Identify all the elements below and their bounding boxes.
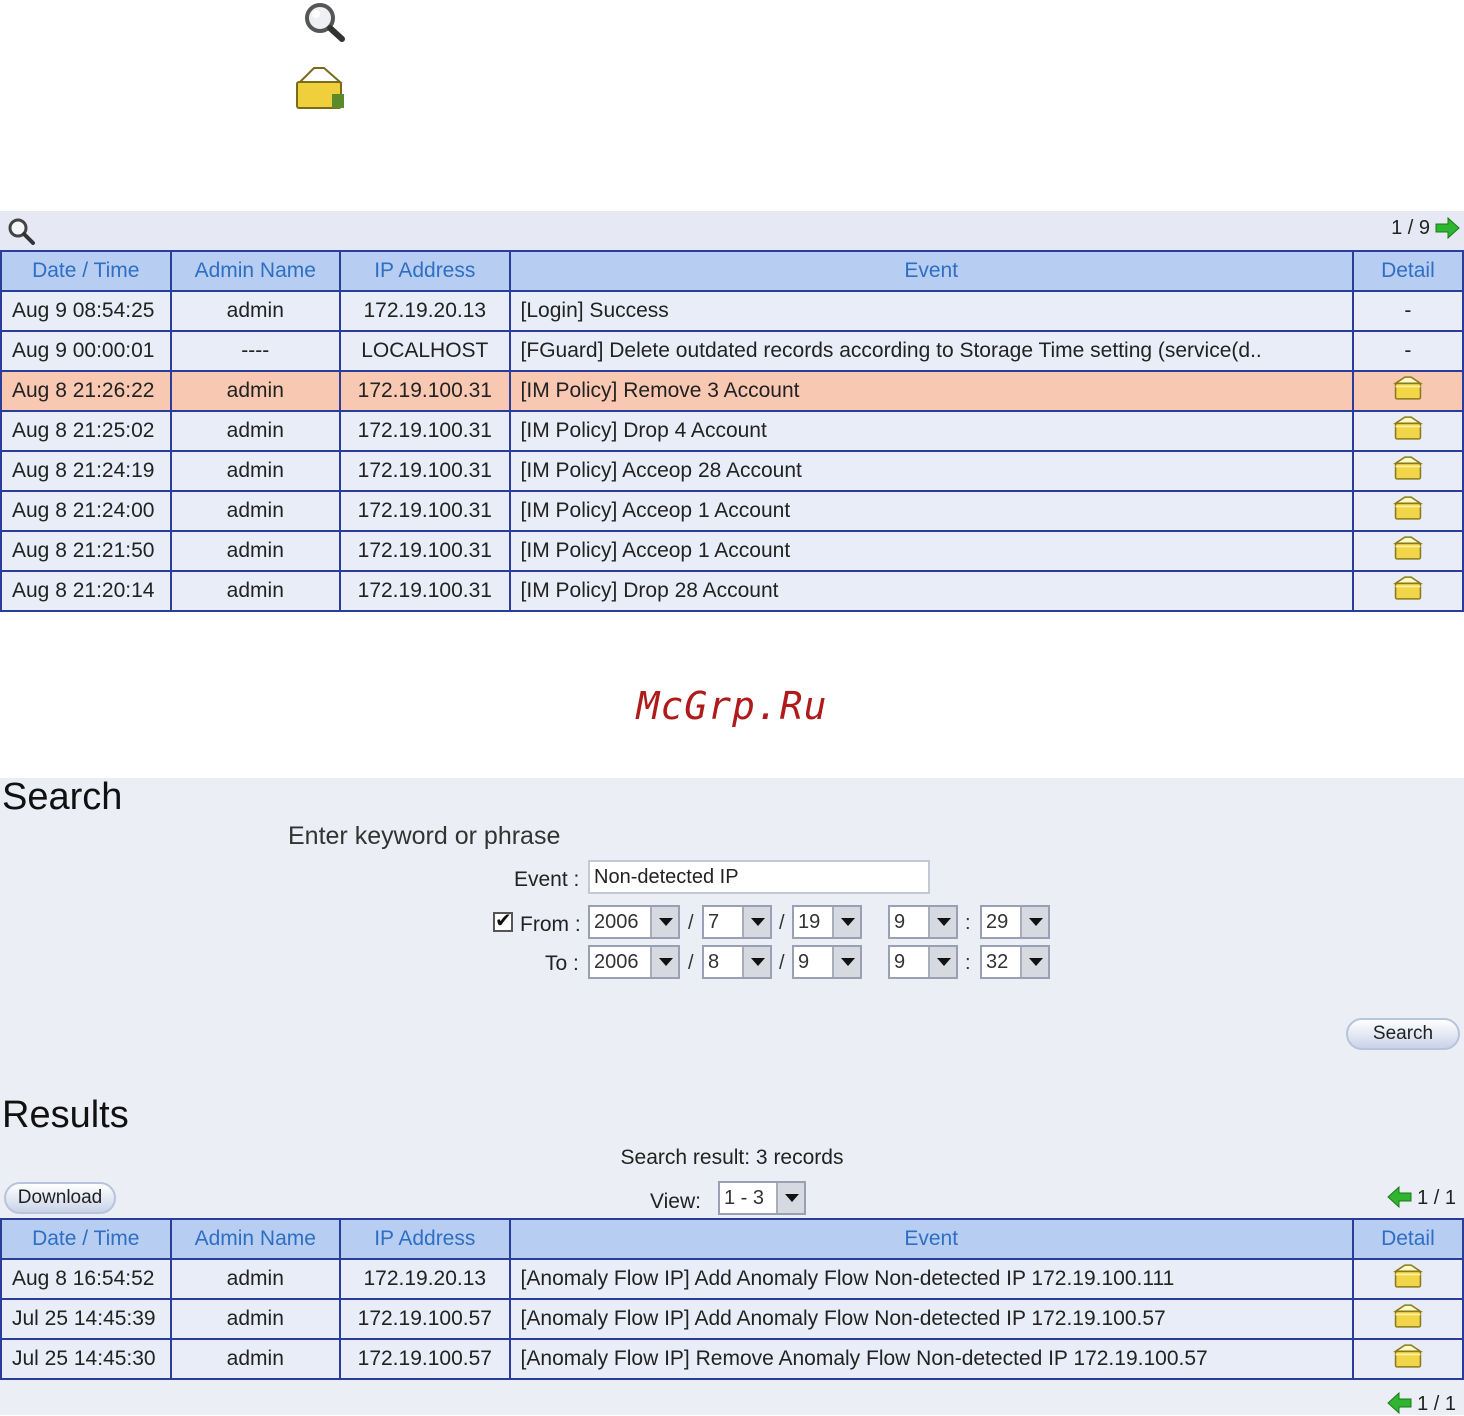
datetime-cell: Aug 8 21:21:50 <box>1 531 171 571</box>
column-header-event[interactable]: Event <box>510 251 1353 291</box>
table-row[interactable] <box>1 491 1463 531</box>
datetime-cell: Jul 25 14:45:30 <box>1 1339 171 1379</box>
time-separator: : <box>965 912 971 934</box>
datetime-cell: Jul 25 14:45:39 <box>1 1299 171 1339</box>
detail-cell <box>1353 1339 1463 1379</box>
log-pager: 1 / 9 <box>1391 217 1430 239</box>
datetime-cell: Aug 8 21:26:22 <box>1 371 171 411</box>
ip-address-cell: 172.19.100.31 <box>340 571 510 611</box>
column-header-admin-name[interactable]: Admin Name <box>171 251 341 291</box>
log-table <box>0 250 1464 612</box>
event-cell: [Anomaly Flow IP] Add Anomaly Flow Non-detected IP 172.19.100.111 <box>510 1259 1353 1299</box>
datetime-cell: Aug 8 21:20:14 <box>1 571 171 611</box>
chevron-down-icon <box>1020 947 1048 977</box>
table-row[interactable] <box>1 371 1463 411</box>
column-header-datetime[interactable]: Date / Time <box>1 251 171 291</box>
legend-search-icon <box>300 0 346 42</box>
from-checkbox[interactable]: ✔ <box>495 910 512 932</box>
search-button[interactable]: Search <box>1346 1018 1460 1050</box>
to-day-select[interactable]: 9 <box>792 945 862 979</box>
column-header-ip-address[interactable]: IP Address <box>340 251 510 291</box>
ip-address-cell: LOCALHOST <box>340 331 510 371</box>
results-pager-text: 1 / 1 <box>1417 1393 1456 1415</box>
ip-address-cell: 172.19.100.31 <box>340 371 510 411</box>
admin-name-cell: admin <box>171 291 341 331</box>
view-range-select[interactable]: 1 - 3 <box>718 1181 806 1215</box>
chevron-down-icon <box>776 1183 804 1213</box>
event-cell: [Anomaly Flow IP] Add Anomaly Flow Non-detected IP 172.19.100.57 <box>510 1299 1353 1339</box>
folder-icon[interactable] <box>1392 1262 1424 1290</box>
detail-cell <box>1353 1299 1463 1339</box>
admin-name-cell: admin <box>171 1339 341 1379</box>
event-cell: [IM Policy] Drop 28 Account <box>510 571 1353 611</box>
column-header-datetime[interactable]: Date / Time <box>1 1219 171 1259</box>
chevron-down-icon <box>928 907 956 937</box>
results-section-title: Results <box>2 1094 129 1136</box>
admin-name-cell: admin <box>171 1299 341 1339</box>
from-minute-select[interactable]: 29 <box>980 905 1050 939</box>
detail-cell <box>1353 411 1463 451</box>
results-pager-bottom <box>1387 1392 1456 1416</box>
to-year-select[interactable]: 2006 <box>588 945 680 979</box>
chevron-down-icon <box>928 947 956 977</box>
previous-page-arrow-icon[interactable] <box>1387 1186 1413 1208</box>
detail-cell <box>1353 491 1463 531</box>
folder-icon[interactable] <box>1392 574 1424 602</box>
to-minute-select[interactable]: 32 <box>980 945 1050 979</box>
datetime-cell: Aug 8 16:54:52 <box>1 1259 171 1299</box>
admin-name-cell: admin <box>171 531 341 571</box>
watermark-text: McGrp.Ru <box>636 684 828 728</box>
table-row[interactable] <box>1 411 1463 451</box>
folder-icon[interactable] <box>1392 1302 1424 1330</box>
to-label: To : <box>545 952 579 975</box>
event-cell: [IM Policy] Drop 4 Account <box>510 411 1353 451</box>
datetime-cell: Aug 9 08:54:25 <box>1 291 171 331</box>
ip-address-cell: 172.19.100.31 <box>340 531 510 571</box>
search-hint: Enter keyword or phrase <box>288 822 561 850</box>
chevron-down-icon <box>650 947 678 977</box>
table-row[interactable] <box>1 331 1463 371</box>
admin-name-cell: admin <box>171 371 341 411</box>
event-search-input[interactable] <box>588 860 930 894</box>
ip-address-cell: 172.19.100.57 <box>340 1299 510 1339</box>
column-header-detail: Detail <box>1353 251 1463 291</box>
event-cell: [Login] Success <box>510 291 1353 331</box>
results-pager-text: 1 / 1 <box>1417 1187 1456 1209</box>
from-day-select[interactable]: 19 <box>792 905 862 939</box>
event-cell: [IM Policy] Acceop 1 Account <box>510 531 1353 571</box>
admin-name-cell: admin <box>171 451 341 491</box>
detail-cell <box>1353 371 1463 411</box>
admin-name-cell: admin <box>171 571 341 611</box>
event-cell: [IM Policy] Acceop 1 Account <box>510 491 1353 531</box>
event-cell: [Anomaly Flow IP] Remove Anomaly Flow Non-detected IP 172.19.100.57 <box>510 1339 1353 1379</box>
ip-address-cell: 172.19.100.31 <box>340 411 510 451</box>
detail-cell <box>1353 571 1463 611</box>
folder-icon[interactable] <box>1392 1342 1424 1370</box>
results-table <box>0 1218 1464 1380</box>
chevron-down-icon <box>650 907 678 937</box>
admin-name-cell: admin <box>171 411 341 451</box>
table-row[interactable] <box>1 1339 1463 1379</box>
search-section-title: Search <box>2 776 123 818</box>
admin-name-cell: ---- <box>171 331 341 371</box>
next-page-arrow-icon[interactable] <box>1434 216 1460 240</box>
from-year-select[interactable]: 2006 <box>588 905 680 939</box>
admin-name-cell: admin <box>171 1259 341 1299</box>
previous-page-arrow-icon[interactable] <box>1387 1392 1413 1414</box>
chevron-down-icon <box>832 947 860 977</box>
ip-address-cell: 172.19.100.31 <box>340 451 510 491</box>
folder-icon[interactable] <box>1392 374 1424 402</box>
table-row[interactable] <box>1 571 1463 611</box>
chevron-down-icon <box>742 907 770 937</box>
view-label: View: <box>650 1190 701 1213</box>
download-button[interactable]: Download <box>4 1182 116 1214</box>
column-header-admin-name[interactable]: Admin Name <box>171 1219 341 1259</box>
result-count-text: Search result: 3 records <box>620 1146 844 1169</box>
folder-icon[interactable] <box>1392 494 1424 522</box>
table-row[interactable] <box>1 1299 1463 1339</box>
datetime-cell: Aug 8 21:24:19 <box>1 451 171 491</box>
log-toolbar <box>0 211 1464 250</box>
date-separator: / <box>779 912 785 934</box>
column-header-event[interactable]: Event <box>510 1219 1353 1259</box>
ip-address-cell: 172.19.100.57 <box>340 1339 510 1379</box>
table-row[interactable] <box>1 531 1463 571</box>
table-row[interactable] <box>1 1259 1463 1299</box>
date-separator: / <box>688 912 694 934</box>
date-separator: / <box>779 952 785 974</box>
folder-icon[interactable] <box>1392 454 1424 482</box>
detail-cell <box>1353 531 1463 571</box>
column-header-ip-address[interactable]: IP Address <box>340 1219 510 1259</box>
datetime-cell: Aug 8 21:24:00 <box>1 491 171 531</box>
date-separator: / <box>688 952 694 974</box>
time-separator: : <box>965 952 971 974</box>
event-cell: [IM Policy] Acceop 28 Account <box>510 451 1353 491</box>
results-table-header <box>1 1219 1463 1259</box>
detail-cell: - <box>1353 291 1463 331</box>
event-label: Event : <box>514 868 580 891</box>
log-table-header <box>1 251 1463 291</box>
detail-cell: - <box>1353 331 1463 371</box>
table-row[interactable] <box>1 291 1463 331</box>
chevron-down-icon <box>742 947 770 977</box>
detail-cell <box>1353 451 1463 491</box>
results-pager-top <box>1387 1186 1456 1210</box>
datetime-cell: Aug 8 21:25:02 <box>1 411 171 451</box>
chevron-down-icon <box>1020 907 1048 937</box>
admin-name-cell: admin <box>171 491 341 531</box>
to-hour-select[interactable]: 9 <box>888 945 958 979</box>
from-hour-select[interactable]: 9 <box>888 905 958 939</box>
column-header-detail: Detail <box>1353 1219 1463 1259</box>
ip-address-cell: 172.19.100.31 <box>340 491 510 531</box>
table-row[interactable] <box>1 451 1463 491</box>
to-month-select[interactable]: 8 <box>702 945 772 979</box>
event-cell: [IM Policy] Remove 3 Account <box>510 371 1353 411</box>
ip-address-cell: 172.19.20.13 <box>340 291 510 331</box>
folder-icon[interactable] <box>1392 414 1424 442</box>
ip-address-cell: 172.19.20.13 <box>340 1259 510 1299</box>
datetime-cell: Aug 9 00:00:01 <box>1 331 171 371</box>
event-cell: [FGuard] Delete outdated records according to Storage Time setting (service(d.. <box>510 331 1353 371</box>
from-label: From : <box>520 913 581 936</box>
folder-icon[interactable] <box>1392 534 1424 562</box>
chevron-down-icon <box>832 907 860 937</box>
search-icon[interactable] <box>6 216 36 246</box>
legend-folder-icon <box>294 64 346 112</box>
from-month-select[interactable]: 7 <box>702 905 772 939</box>
detail-cell <box>1353 1259 1463 1299</box>
